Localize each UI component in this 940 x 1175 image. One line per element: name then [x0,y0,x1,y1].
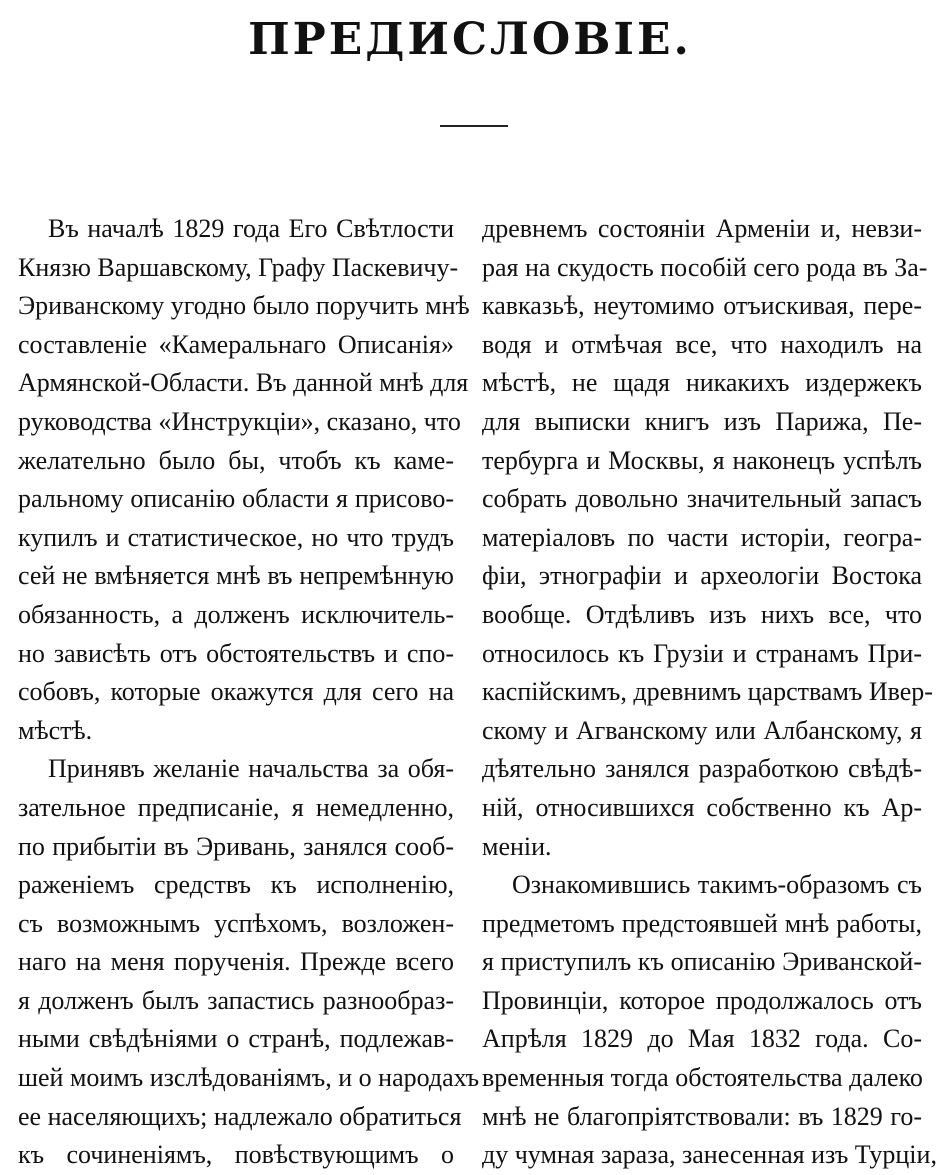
text-line: ными свѣдѣніями о странѣ, подлежав- [18,1024,454,1054]
text-line: ее населяющихъ; надлежало обратиться [18,1101,462,1131]
text-line: Апрѣля 1829 до Мая 1832 года. Со- [482,1024,922,1054]
text-line: раженіемъ средствъ къ исполненію, [18,870,454,900]
text-line: Принявъ желаніе начальства за обя- [48,754,454,784]
text-line: собовъ, которые окажутся для сего на [18,677,454,707]
text-line: кавказьѣ, неутомимо отъискивая, пере- [482,291,922,321]
text-line: Въ началѣ 1829 года Его Свѣтлости [48,214,454,243]
text-line: предметомъ предстоявшей мнѣ работы, [482,908,922,938]
page-title: ПРЕДИСЛОВІЕ. [248,14,692,65]
text-line: фіи, этнографіи и археологіи Востока [482,561,922,591]
text-line: матеріаловъ по части исторіи, геогра- [482,522,922,552]
text-line: сей не вмѣняется мнѣ въ непремѣнную [18,561,454,591]
text-line: наго на меня порученія. Прежде всего [18,947,454,977]
text-line: скому и Агванскому или Албанскому, я [482,715,922,745]
text-line: древнемъ состояніи Арменіи и, невзи- [482,214,922,243]
text-line: но зависѣть отъ обстоятельствъ и спо- [18,638,454,668]
text-line: вообще. Отдѣливъ изъ нихъ все, что [482,599,922,629]
text-line: относилось къ Грузіи и странамъ При- [482,638,922,668]
text-line: Эриванскому угодно было поручить мнѣ [18,291,470,321]
text-line: водя и отмѣчая все, что находилъ на [482,329,922,359]
text-line: мѣстѣ, не щадя никакихъ издержекъ [482,368,922,398]
text-line: мѣстѣ. [18,715,93,745]
text-line: Провинціи, которое продолжалось отъ [482,985,922,1015]
text-line: ральному описанію области я присово- [18,484,454,514]
text-line: временныя тогда обстоятельства далеко [482,1063,923,1093]
text-line: меніи. [482,831,552,861]
text-line: шей моимъ изслѣдованіямъ, и о народахъ [18,1063,480,1093]
text-line: составленіе «Камеральнаго Описанія» [18,329,454,359]
text-line: дѣятельно занялся разработкою свѣдѣ- [482,754,922,784]
text-line: собрать довольно значительный запасъ [482,484,922,514]
text-line: я приступилъ къ описанію Эриванской- [482,947,922,977]
text-line: тербурга и Москвы, я наконецъ успѣлъ [482,445,922,475]
text-line: по прибытіи въ Эривань, занялся сооб- [18,831,454,861]
text-line: Князю Варшавскому, Графу Паскевичу- [18,252,459,282]
text-line: съ возможнымъ успѣхомъ, возложен- [18,908,454,938]
text-line: для выписки книгъ изъ Парижа, Пе- [482,406,922,436]
text-line: каспійскимъ, древнимъ царствамъ Ивер- [482,677,933,707]
text-line: обязанность, а долженъ исключитель- [18,599,454,629]
text-line: ній, относившихся собственно къ Ар- [482,792,922,822]
right-column [482,210,937,1175]
text-line: купилъ и статистическое, но что трудъ [18,522,454,552]
text-line: Армянской-Области. Въ данной мнѣ для [18,368,469,398]
text-line: ду чумная зараза, занесенная изъ Турціи, [482,1140,937,1170]
text-line: къ сочиненіямъ, повѣствующимъ о [18,1140,454,1170]
title-divider [440,125,508,127]
text-line: руководства «Инструкціи», сказано, что [18,406,461,436]
text-line: желательно было бы, чтобъ къ каме- [18,445,454,475]
text-line: мнѣ не благопріятствовали: въ 1829 го- [482,1101,922,1131]
text-line: зательное предписаніе, я немедленно, [18,792,454,822]
text-line: рая на скудость пособій сего рода въ За- [482,252,928,282]
left-column [18,210,480,1175]
text-line: Ознакомившись такимъ-образомъ съ [512,870,922,900]
text-line: я долженъ былъ запастись разнообраз- [18,985,454,1015]
